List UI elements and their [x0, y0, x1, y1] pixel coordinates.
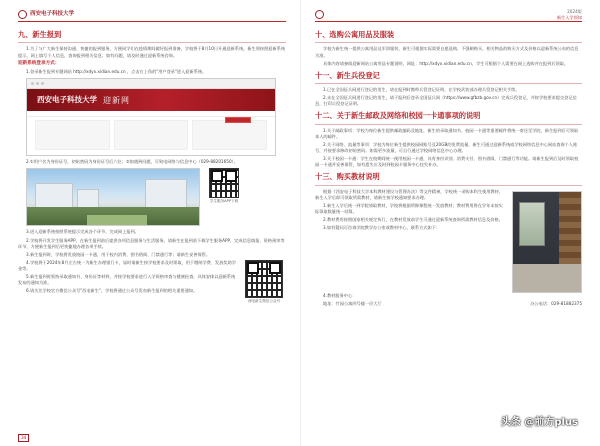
- step3: 3.进入迎新系统按照系统提示完成各个环节，完成网上报到。: [26, 229, 139, 235]
- step-app: 2.学校将开发学生服务APP，在新生报到前后提供各项信息服务与生活服务。请新生在报到前下载学生服务APP，完成信息填报、资格预审等环节，方便新生报到后更快捷地办理各项手续。: [18, 237, 285, 249]
- browser-bar: [27, 79, 275, 89]
- section-title-12: 十二、关于新生邮政及网络和校园一卡通事项的说明: [315, 111, 582, 124]
- qr-code-icon: [209, 168, 239, 198]
- section10-para2: 具体内容请参阅迎新网站公寓用品专题说明，网址：http://xdyx.xidian.edu.cn，学生可根据个人需要在网上选购并在报到后领取。: [323, 60, 569, 66]
- right-page-header: [315, 10, 582, 22]
- step-ecard: 3.新生报到时，学校将发放校园一卡通，用于校内消费、图书借阅、门禁通行等；请新生妥善保管。: [26, 251, 211, 257]
- qr1-caption: 学生服务APP下载: [209, 199, 239, 204]
- qr-code-icon: [245, 260, 283, 298]
- login-note: 迎新系统登录方式：: [18, 60, 60, 66]
- login-line: 1.登录新生报到专题网站 http://xdyx.xidian.edu.cn ，点击右上角的"用户登录"进入迎新系统。: [26, 69, 207, 75]
- section-title-10: 十、选购公寓用品及服装: [315, 30, 582, 43]
- contact-row: [315, 301, 582, 307]
- bookstore-photo: [512, 191, 582, 293]
- contact-name: 4.教材服务中心：: [323, 292, 357, 298]
- step2: 2.①用户名为身份证号，初始密码为身份证号后六位；②如遇到问题，可致电网络与信息中心（029-88201650）。: [26, 159, 238, 165]
- section12-para1: 1.关于邮政事项：学校为每位新生提供邮政编码及地址，新生的录取通知书、校园一卡通等重要邮件将统一寄送至学院，新生报到后可领取本人的邮件。: [315, 127, 579, 139]
- section13-para1: 1.新生入学后统一到学院领取教材，学校将根据所修课程统一发放教材；教材费用将在学年末按实际领取数量统一结算。: [315, 203, 503, 215]
- header-subtitle: 新生入学须知: [556, 14, 582, 20]
- campus-photo: [26, 168, 200, 226]
- section10-para: 学校为新生统一提供公寓用品及军训服装，新生可根据实际需要自愿选购，不强制购买。相关物品的购买方式及价格以迎新系统公布的信息为准。: [315, 46, 579, 58]
- photo-row: [26, 168, 286, 226]
- page-number: 34: [18, 434, 29, 442]
- step-wechat: 6.请关注学校官方微信公众号"西电新生"，学校将通过公众号发布新生报到的相关重要通知。: [26, 288, 198, 294]
- user-login-highlight: [225, 117, 251, 123]
- site-news-title: 迎新网: [103, 95, 130, 105]
- site-name: 西安电子科技大学: [37, 94, 97, 104]
- step-health: 5.新生报到时须持录取通知书、身份证等材料，并按学校要求进行入学资格审查与健康检查，具体安排以迎新系统发布的通知为准。: [18, 274, 236, 286]
- section13-para2: 2.教材费用按照国家相关规定执行，在教材发放前学生可通过迎新系统查询所需教材信息及价格。: [323, 217, 503, 223]
- watermark: 头条 @前方plus: [500, 416, 578, 428]
- left-page-header: [18, 10, 286, 22]
- header-year: 2024版: [567, 9, 582, 15]
- university-logo: [18, 10, 74, 19]
- section-title-9: 九、新生报到: [18, 30, 286, 43]
- section13-para0: 根据《西安电子科技大学本科教材建设与管理办法》等文件精神，学校统一采购本科生使用教材，新生入学后即可领取所需教材，请新生按学校通知要求办理。: [315, 188, 504, 200]
- section13-para3: 3.如有疑问可咨询学院教学办公室或教材中心，联系方式如下：: [323, 225, 441, 231]
- university-logo-right: [315, 10, 324, 19]
- section9-para1: 1.为了与广大新生保持沟通、快捷的报到服务，方便同学们在疫情期间做好报到准备，学校将于8月10日开通迎新系统。新生须按照迎新系统提示，网上填写个人信息，查询报到相关信息；如有问题，请及时通过迎新系统咨询。: [18, 46, 286, 58]
- app-qr-block: [206, 168, 242, 204]
- contact-phone: 办公电话：029-81882375: [530, 300, 582, 306]
- section12-para2: 2.关于网络、流量等事项：学校为每位新生提供校园网账号及20GB的免费流量，新生可通过迎新系统或学校网络信息中心网站查询个人账号，并按要求修改初始密码。如需更多流量，可自行通过学校网络信息中心办理。: [315, 142, 578, 154]
- wechat-qr-block: [242, 252, 286, 304]
- section11-para2: 2.未在全国征兵网进行登记的男生，请于报到后登录全国征兵网（https://www.gfbzb.gov.cn）完成兵役登记，并按学校要求提交登记信息，打印兵役登记证明。: [315, 95, 577, 107]
- seal-icon: [315, 10, 324, 19]
- website-screenshot: [26, 78, 276, 156]
- contact-address: 地址：竹园公寓四号楼一层大厅: [323, 300, 382, 306]
- section12-para3: 3.关于校园一卡通：学生在校期间统一使用校园一卡通，具有身份识别、消费支付、图书借阅、门禁通行等功能。请新生报到后及时领取校园一卡通并妥善保管，如有遗失应及时到校园卡服务中心挂失补办。: [315, 156, 579, 168]
- step-bank: 4.学校将于2024年8月左右统一为新生办理银行卡，届时请新生按学校要求及时领取，用于缴纳学费、发放奖助学金等。: [18, 259, 236, 271]
- site-banner: [27, 89, 275, 111]
- section-title-13: 十三、购买教材说明: [315, 172, 582, 185]
- bottom-row: [18, 252, 286, 304]
- right-page: [300, 0, 600, 446]
- section-title-11: 十一、新生兵役登记: [315, 71, 582, 84]
- header-right: [557, 9, 582, 20]
- section13-row: [315, 189, 582, 293]
- qr2-caption: 西电新生微信公众号: [247, 298, 281, 303]
- seal-icon: [18, 10, 27, 19]
- logo-text: 西安电子科技大学: [30, 10, 75, 17]
- section11-para1: 1.已在全国征兵网进行登记的男生，请在报到时携带兵役登记证明，在学校武装部办理兵役登记相关手续。: [323, 87, 520, 93]
